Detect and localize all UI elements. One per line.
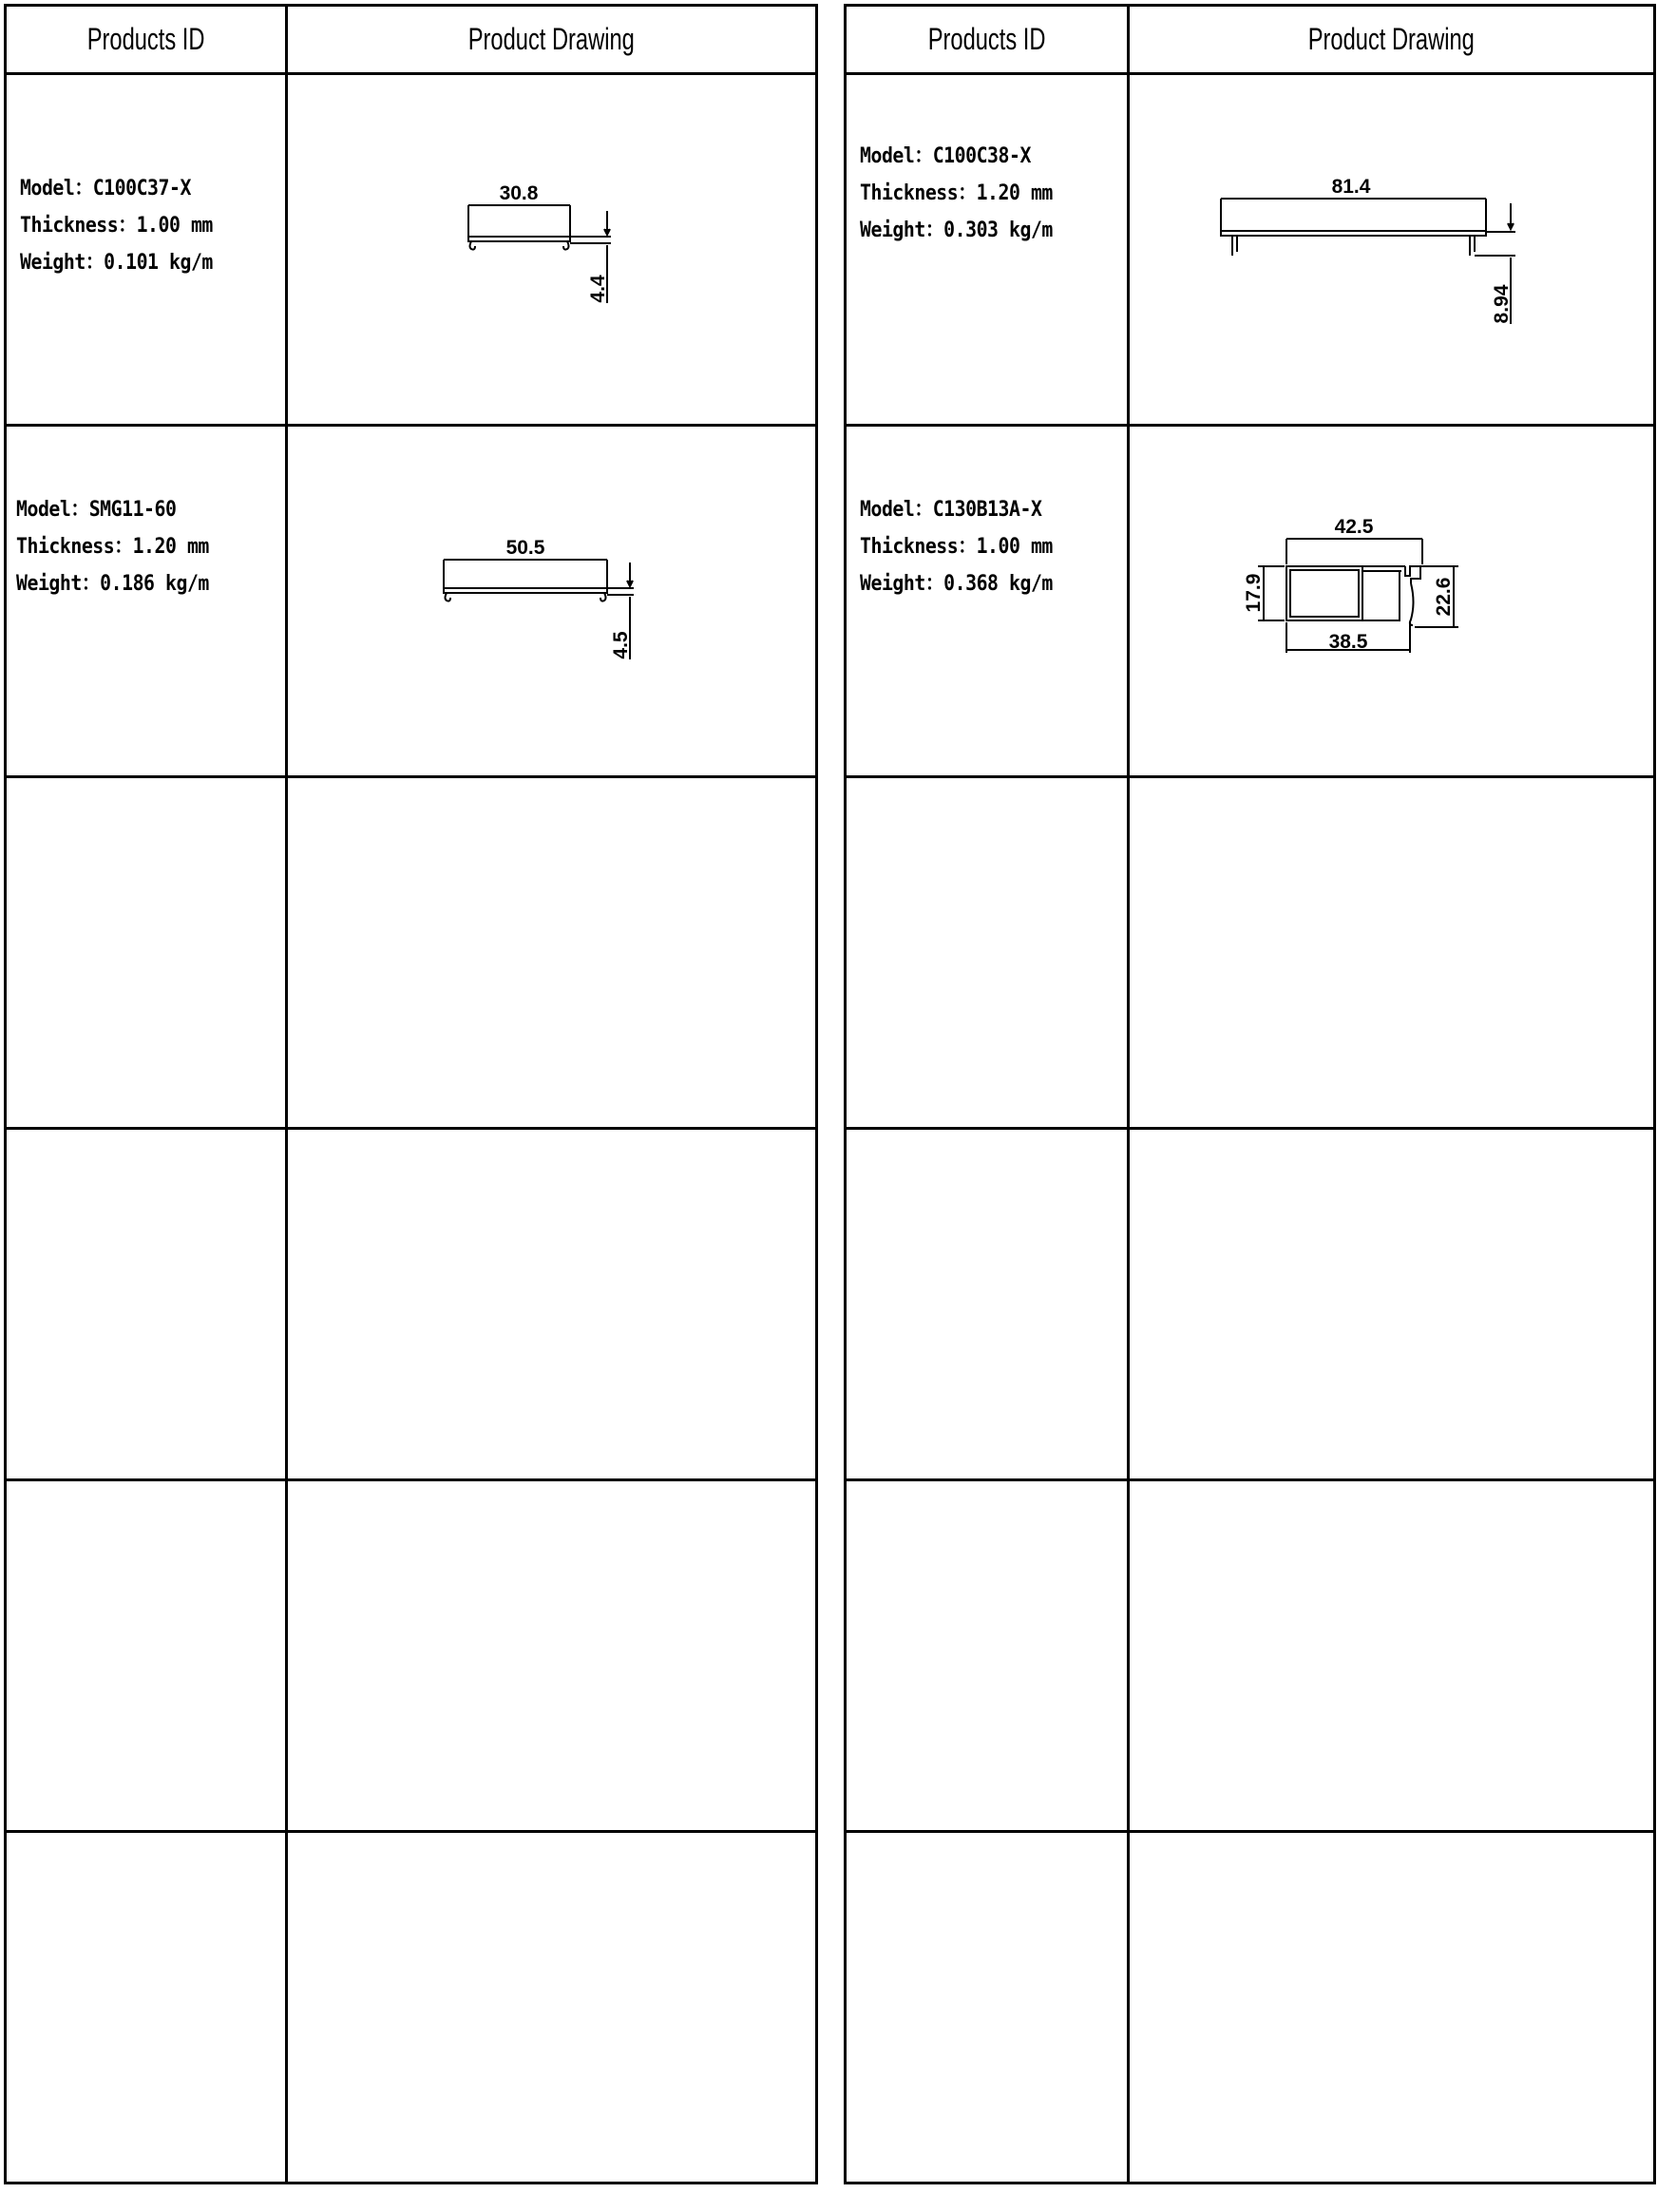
weight-label: Weight：0.303 kg/m [860, 219, 1053, 242]
table-row [846, 1480, 1655, 1832]
header-product-drawing: Product Drawing [1129, 6, 1655, 74]
model-label: Model：C130B13A-X [860, 498, 1042, 522]
dimension-left: 17.9 [1243, 573, 1265, 613]
empty-drawing-cell [287, 1480, 817, 1832]
thickness-label: Thickness：1.20 mm [860, 181, 1053, 205]
model-label: Model：C100C38-X [860, 144, 1031, 168]
right-product-table [844, 4, 1656, 2184]
header-product-drawing: Product Drawing [287, 6, 817, 74]
table-row [6, 74, 817, 426]
header-products-id: Products ID [6, 6, 287, 74]
product-info-cell [846, 74, 1129, 426]
empty-id-cell [846, 1480, 1129, 1832]
table-row [6, 1480, 817, 1832]
weight-label: Weight：0.368 kg/m [860, 572, 1053, 596]
table-row [846, 74, 1655, 426]
empty-drawing-cell [1129, 1480, 1655, 1832]
empty-drawing-cell [287, 777, 817, 1129]
table-row [846, 777, 1655, 1129]
empty-drawing-cell [1129, 777, 1655, 1129]
empty-id-cell [6, 1480, 287, 1832]
dimension-top: 42.5 [1334, 516, 1374, 538]
table-row [6, 426, 817, 777]
dimension-width: 50.5 [505, 537, 545, 559]
weight-label: Weight：0.101 kg/m [20, 251, 213, 275]
dimension-height: 4.5 [610, 631, 632, 659]
model-label: Model：C100C37-X [20, 177, 191, 200]
product-info-cell [846, 426, 1129, 777]
weight-label: Weight：0.186 kg/m [16, 572, 209, 596]
empty-id-cell [846, 1129, 1129, 1480]
table-row [6, 1832, 817, 2183]
empty-id-cell [846, 1832, 1129, 2183]
empty-id-cell [6, 1129, 287, 1480]
empty-id-cell [846, 777, 1129, 1129]
thickness-label: Thickness：1.00 mm [860, 535, 1053, 559]
dimension-height: 4.4 [587, 275, 609, 303]
dimension-width: 81.4 [1331, 176, 1371, 198]
left-product-table [4, 4, 818, 2184]
empty-id-cell [6, 777, 287, 1129]
product-info-cell [6, 426, 287, 777]
dimension-right: 22.6 [1433, 577, 1455, 617]
table-row [6, 1129, 817, 1480]
product-drawing-cell [287, 426, 817, 777]
table-row [846, 1832, 1655, 2183]
product-drawing-cell [1129, 426, 1655, 777]
thickness-label: Thickness：1.20 mm [16, 535, 209, 559]
profile-drawing [288, 75, 815, 427]
table-row [846, 426, 1655, 777]
dimension-bottom: 38.5 [1328, 631, 1368, 653]
dimension-height: 8.94 [1491, 284, 1513, 324]
profile-drawing [1130, 427, 1654, 778]
product-drawing-cell [1129, 74, 1655, 426]
profile-drawing [288, 427, 815, 778]
empty-drawing-cell [1129, 1832, 1655, 2183]
empty-drawing-cell [287, 1129, 817, 1480]
profile-drawing [1130, 75, 1654, 427]
table-row [846, 1129, 1655, 1480]
dimension-width: 30.8 [499, 182, 539, 204]
model-label: Model：SMG11-60 [16, 498, 177, 522]
empty-drawing-cell [287, 1832, 817, 2183]
empty-id-cell [6, 1832, 287, 2183]
empty-drawing-cell [1129, 1129, 1655, 1480]
table-row [6, 777, 817, 1129]
header-products-id: Products ID [846, 6, 1129, 74]
product-info-cell [6, 74, 287, 426]
thickness-label: Thickness：1.00 mm [20, 214, 213, 238]
product-drawing-cell [287, 74, 817, 426]
